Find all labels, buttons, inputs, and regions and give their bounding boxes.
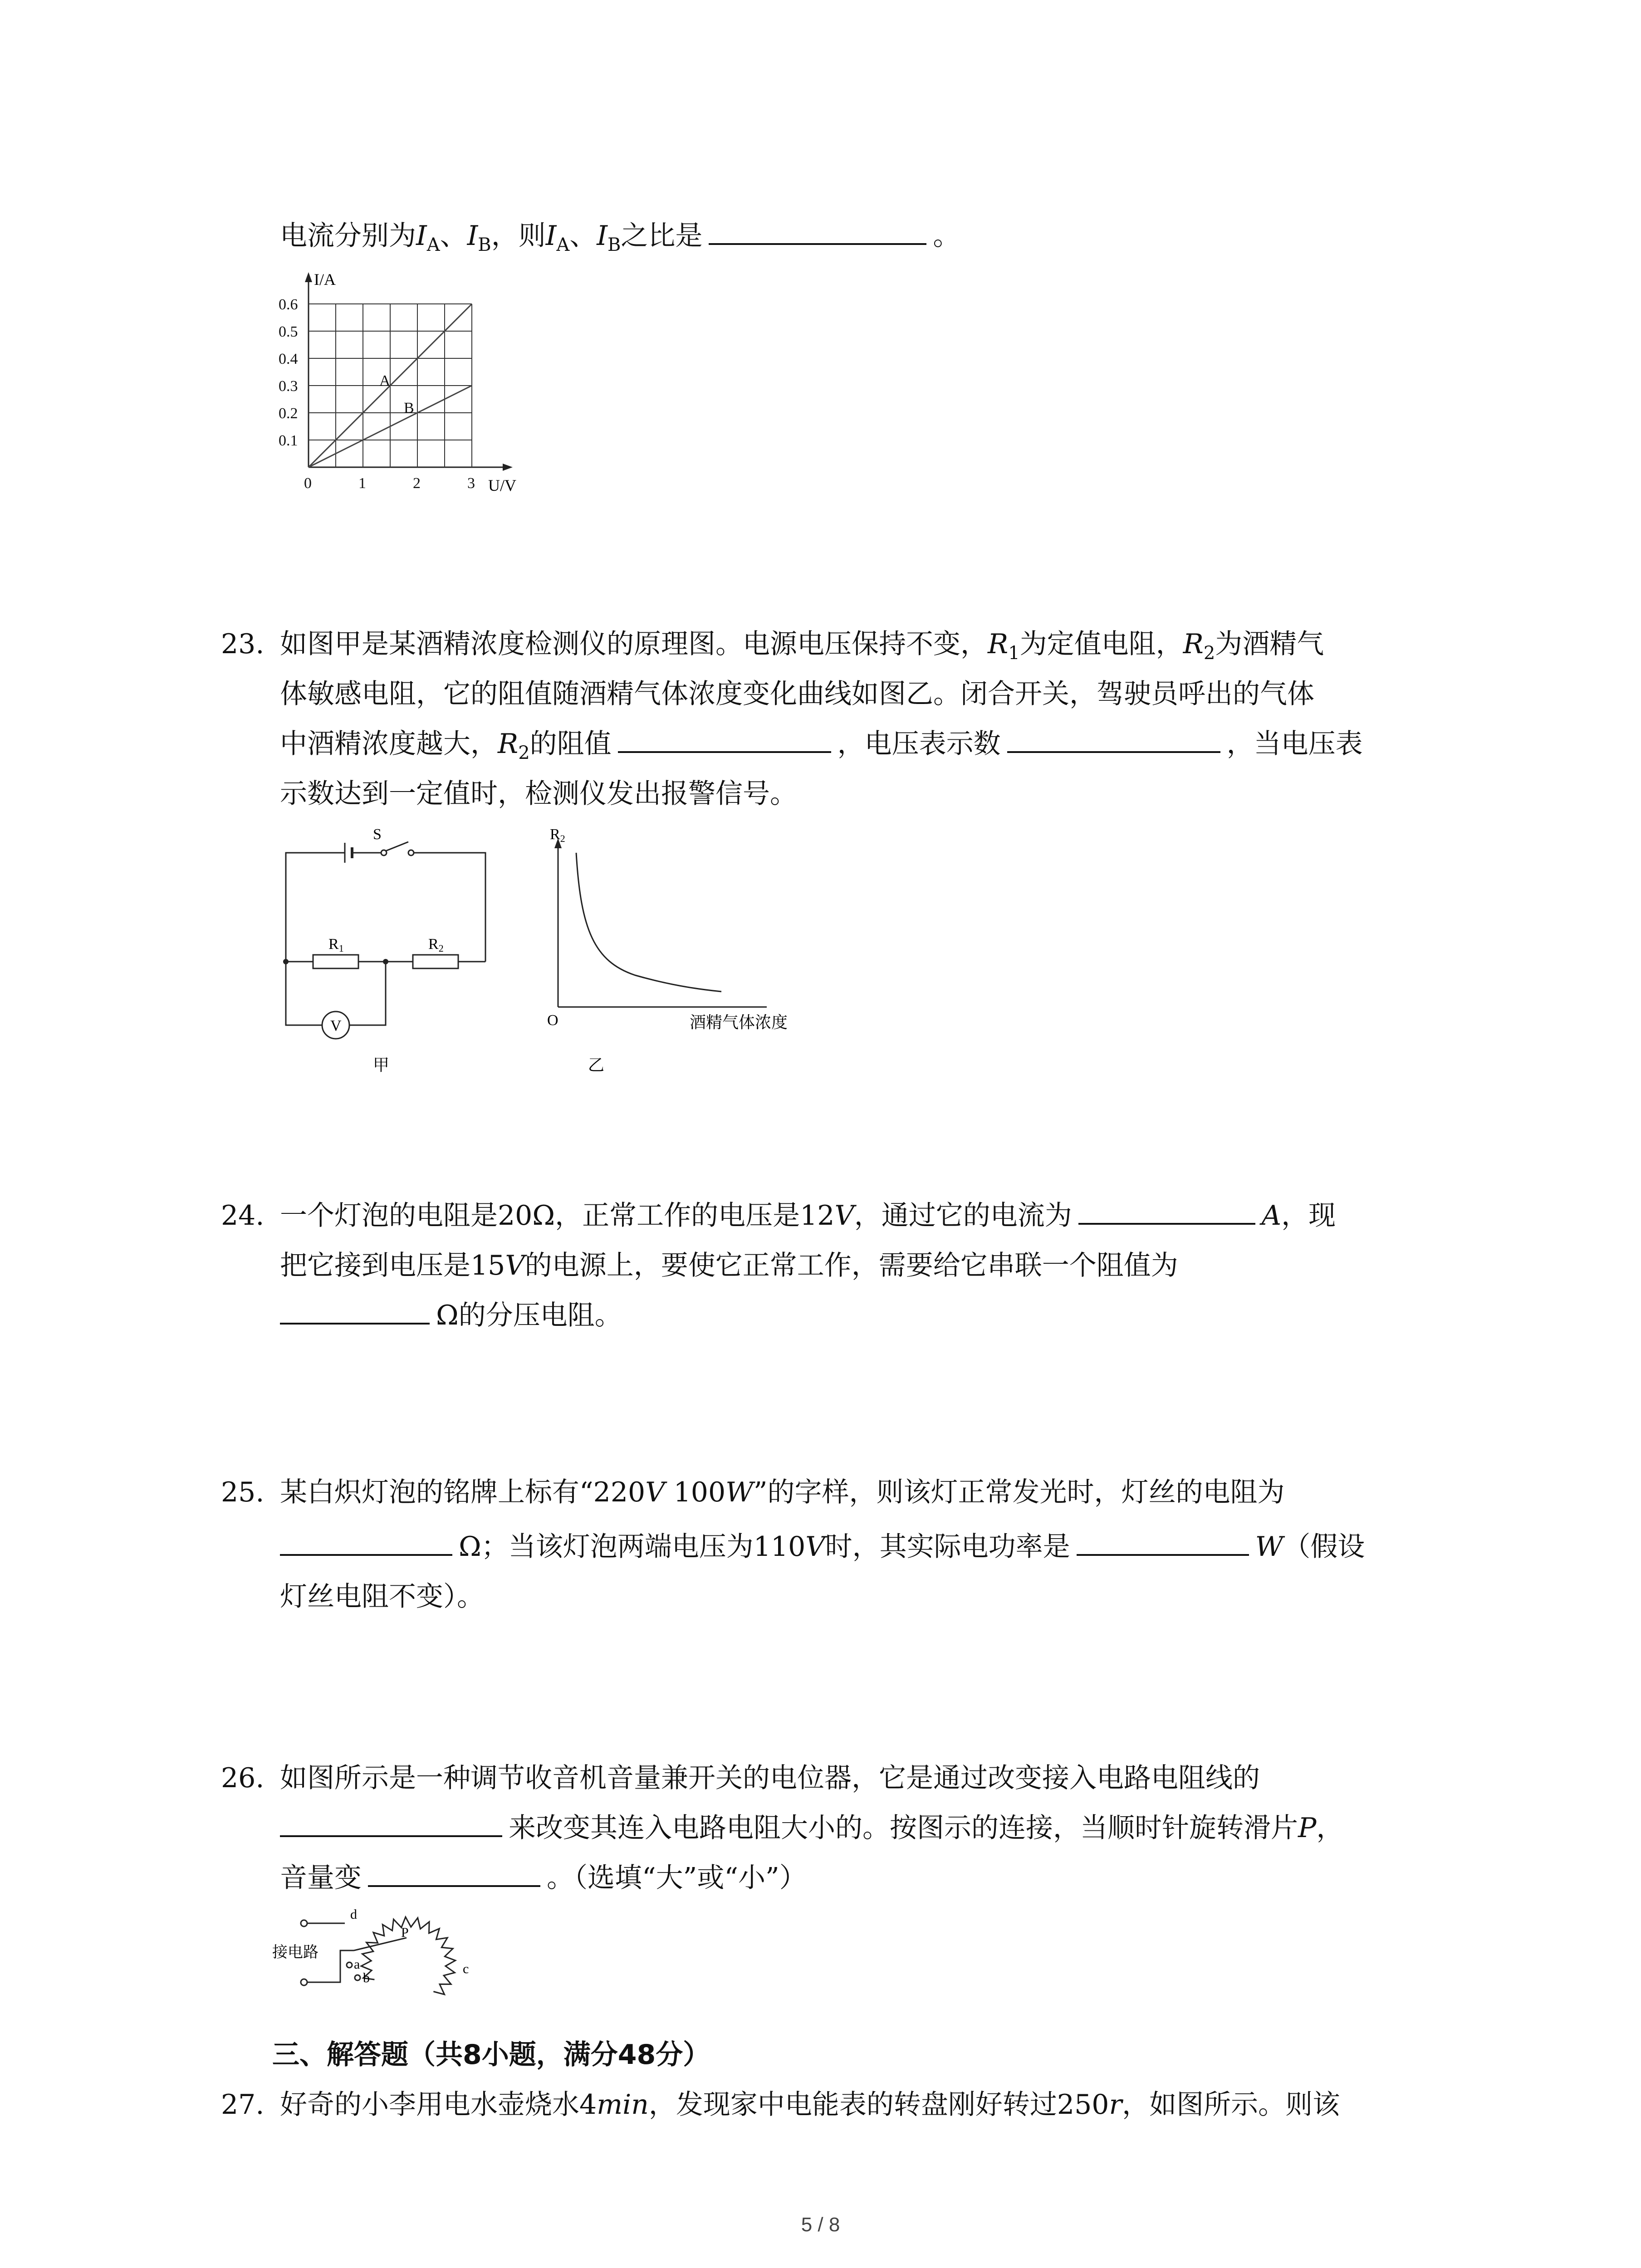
contact-a-dot — [347, 1962, 352, 1968]
q23-line2: 体敏感电阻，它的阻值随酒精气体浓度变化曲线如图乙。闭合开关，驾驶员呼出的气体 — [280, 678, 1314, 710]
r1-label: R1 — [328, 936, 344, 954]
r2-concentration-graph — [531, 826, 848, 1081]
y-axis-label: I/A — [314, 270, 336, 288]
iu-graph — [272, 268, 526, 505]
r2-label: R2 — [428, 936, 444, 954]
terminal-top-dot — [301, 1920, 307, 1926]
answer-blank-q24-1[interactable] — [1078, 1195, 1255, 1225]
q25-line3: 灯丝电阻不变）。 — [280, 1581, 484, 1613]
page-number: 5 / 8 — [801, 2214, 840, 2236]
r2-curve — [576, 853, 721, 992]
answer-blank-q24-2[interactable] — [280, 1295, 430, 1325]
contact-b-dot — [355, 1975, 360, 1980]
x-tick-label: 1 — [358, 475, 366, 492]
r2-graph-caption: 乙 — [588, 1056, 605, 1074]
y-tick-label: 0.5 — [279, 323, 298, 340]
iu-graph-svg — [272, 268, 526, 503]
voltmeter-label: V — [330, 1017, 342, 1034]
r2-y-label: R2 — [550, 826, 565, 844]
section-3-title: 三、解答题（共8小题，满分48分） — [272, 2039, 710, 2071]
r2-x-label: 酒精气体浓度 — [690, 1013, 788, 1031]
q27-line1: 好奇的小李用电水壶烧水4min，发现家中电能表的转盘刚好转过250r，如图所示。则该 — [280, 2089, 1340, 2121]
r2-origin-label: O — [547, 1012, 558, 1029]
x-tick-label: 3 — [467, 475, 475, 492]
answer-blank-q25-1[interactable] — [280, 1526, 452, 1556]
label-p: P — [401, 1925, 409, 1940]
q24-line3: Ω的分压电阻。 — [280, 1293, 1460, 1338]
q26-line2: 来改变其连入电路电阻大小的。按图示的连接，当顺时针旋转滑片P， — [280, 1805, 1460, 1851]
q25-line2: Ω；当该灯泡两端电压为110V时，其实际电功率是 W（假设 — [280, 1524, 1460, 1569]
circuit-svg — [272, 826, 517, 1080]
circuit-diagram — [272, 826, 517, 1081]
y-tick-label: 0.3 — [279, 378, 298, 395]
q26-number: 26. — [221, 1762, 265, 1794]
y-tick-label: 0.2 — [279, 405, 298, 422]
q23-number: 23. — [221, 628, 265, 660]
q24-number: 24. — [221, 1200, 265, 1232]
switch-label: S — [373, 826, 382, 843]
line-a-label: A — [379, 372, 391, 389]
label-d: d — [350, 1907, 357, 1922]
r2-graph-svg — [531, 826, 848, 1080]
y-tick-label: 0.6 — [279, 296, 298, 313]
y-tick-label: 0.1 — [279, 432, 298, 449]
q23-line1: 如图甲是某酒精浓度检测仪的原理图。电源电压保持不变，$R_1$为定值电阻，$R_2$为酒精气 — [280, 628, 1324, 664]
q23-line3: 中酒精浓度越大，$R_2$的阻值 ，电压表示数 ，当电压表 — [280, 721, 1460, 776]
q25-number: 25. — [221, 1476, 265, 1508]
x-tick-label: 2 — [413, 475, 421, 492]
junction-mid — [383, 959, 388, 964]
x-tick-label: 0 — [304, 475, 312, 492]
q22-tail-line: 电流分别为$I_A$、$I_B$，则$I_A$、$I_B$之比是 。 — [280, 213, 1460, 268]
q25-line1: 某白炽灯泡的铭牌上标有“220V 100W”的字样，则该灯正常发光时，灯丝的电阻为 — [280, 1476, 1285, 1508]
x-axis-arrow — [503, 464, 513, 471]
wire-voltmeter-right — [349, 962, 386, 1025]
wire-right-top — [414, 853, 485, 962]
y-tick-label: 0.4 — [279, 351, 298, 367]
q27-number: 27. — [221, 2089, 265, 2121]
answer-blank-q23-2[interactable] — [1007, 723, 1220, 753]
slider-arm — [354, 1938, 407, 1950]
answer-blank-q26-1[interactable] — [280, 1807, 502, 1837]
x-axis-label: U/V — [488, 476, 516, 494]
resistor-r2 — [413, 955, 458, 968]
q23-line4: 示数达到一定值时，检测仪发出报警信号。 — [280, 778, 797, 810]
resistor-r1 — [313, 955, 358, 968]
answer-blank-q22[interactable] — [709, 215, 926, 245]
switch-contact — [408, 850, 414, 855]
q24-line2: 把它接到电压是15V的电源上，要使它正常工作，需要给它串联一个阻值为 — [280, 1250, 1178, 1281]
answer-blank-q23-1[interactable] — [618, 723, 831, 753]
q26-line3: 音量变 。（选填“大”或“小”） — [280, 1855, 1460, 1901]
label-c: c — [463, 1961, 469, 1976]
answer-blank-q25-2[interactable] — [1077, 1526, 1249, 1556]
potentiometer-figure — [272, 1905, 508, 2025]
q24-line1: 一个灯泡的电阻是20Ω，正常工作的电压是12V，通过它的电流为 A，现 — [280, 1193, 1460, 1238]
terminal-bottom-dot — [301, 1979, 307, 1985]
y-axis-arrow — [305, 272, 312, 282]
switch-blade — [386, 842, 408, 851]
q26-line1: 如图所示是一种调节收音机音量兼开关的电位器，它是通过改变接入电路电阻线的 — [280, 1762, 1260, 1794]
wire-voltmeter-left — [286, 962, 322, 1025]
circuit-caption: 甲 — [373, 1056, 390, 1074]
terminal-label: 接电路 — [272, 1944, 318, 1961]
junction-left — [283, 959, 289, 964]
label-a: a — [354, 1957, 360, 1972]
label-b: b — [363, 1970, 370, 1985]
potentiometer-svg — [272, 1905, 508, 2023]
line-b-label: B — [404, 400, 414, 416]
answer-blank-q26-2[interactable] — [368, 1857, 540, 1887]
